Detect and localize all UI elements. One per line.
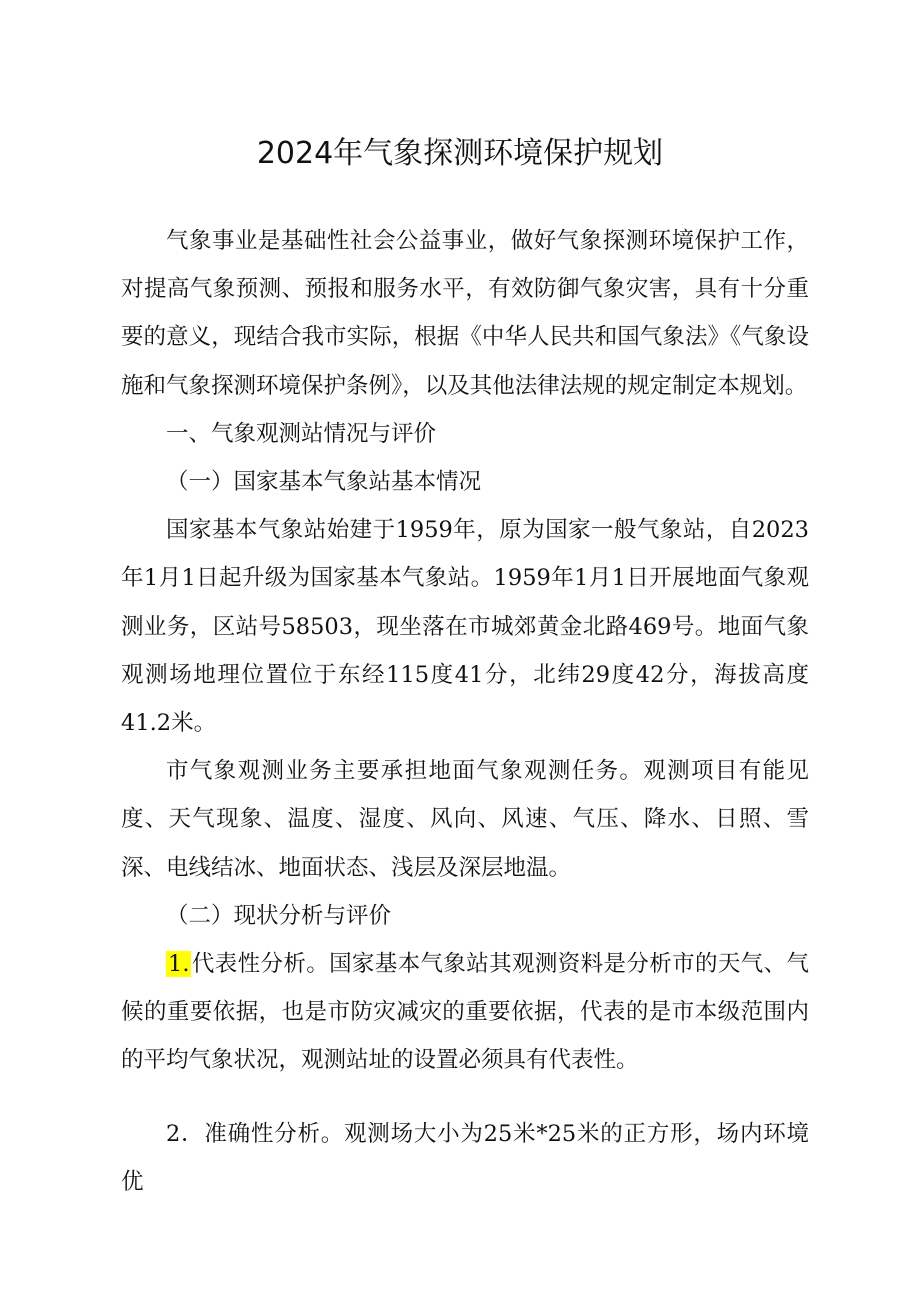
item-1-paragraph: [121, 940, 809, 1085]
highlighted-item-number: 1.: [168, 951, 190, 978]
item-2-paragraph: 2．准确性分析。观测场大小为25米*25米的正方形，场内环境优: [121, 1120, 809, 1195]
section-heading-1: 一、气象观测站情况与评价: [166, 420, 437, 447]
observation-tasks-paragraph: 市气象观测业务主要承担地面气象观测任务。观测项目有能见度、天气现象、温度、湿度、风向、风速、气压、降水、日照、雪深、电线结冰、地面状态、浅层及深层地温。: [121, 758, 809, 881]
station-info-paragraph: 国家基本气象站始建于1959年，原为国家一般气象站，自2023年1月1日起升级为国家基本气象站。1959年1月1日开展地面气象观测业务，区站号58503，现坐落在市城郊黄金北路469号。地面气象观测场地理位置位于东经115度41分，北纬29度42分，海拔高度41.2米。: [121, 517, 809, 737]
subsection-heading-1: （一）国家基本气象站基本情况: [166, 469, 482, 496]
intro-paragraph: 气象事业是基础性社会公益事业，做好气象探测环境保护工作，对提高气象预测、预报和服务水平，有效防御气象灾害，具有十分重要的意义，现结合我市实际，根据《中华人民共和国气象法》《气象设施和气象探测环境保护条例》，以及其他法律法规的规定制定本规划。: [121, 228, 809, 399]
item-1-text: 代表性分析。国家基本气象站其观测资料是分析市的天气、气候的重要依据，也是市防灾减灾的重要依据，代表的是市本级范围内的平均气象状况，观测站址的设置必须具有代表性。: [121, 951, 809, 1074]
paragraph-gap: [121, 1085, 809, 1110]
subsection-heading-2: （二）现状分析与评价: [166, 902, 392, 929]
document-body: [121, 217, 809, 1206]
document-title: 2024年气象探测环境保护规划: [256, 136, 664, 171]
